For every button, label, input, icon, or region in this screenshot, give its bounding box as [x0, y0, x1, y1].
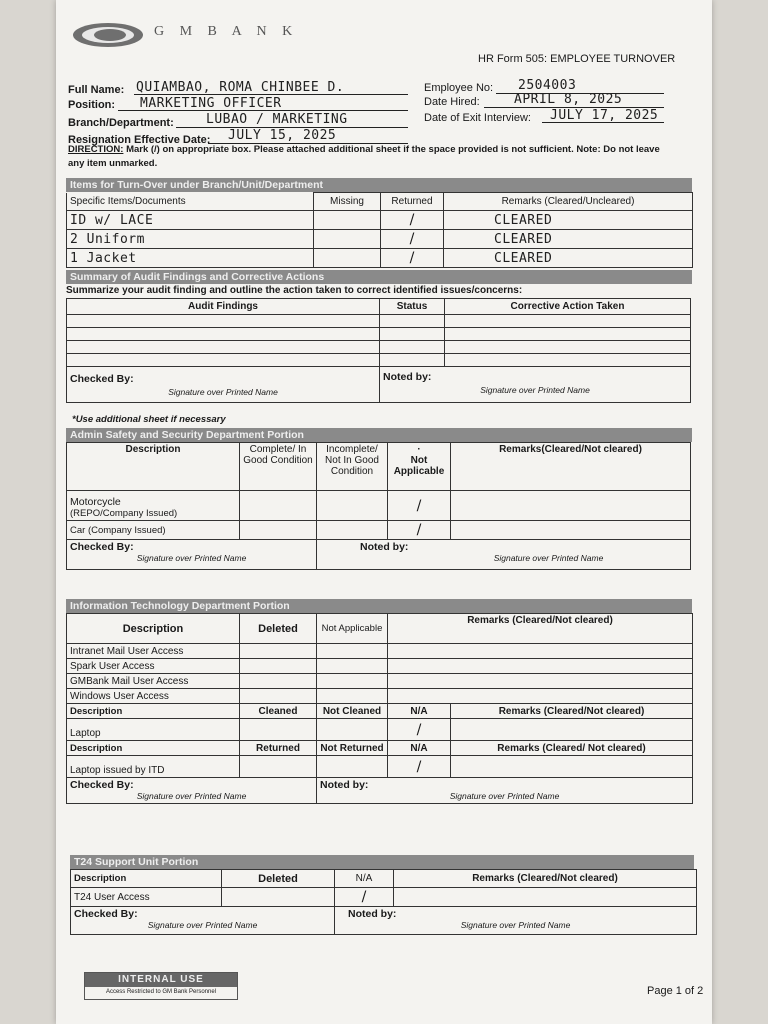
bank-logo	[72, 22, 144, 48]
table-row	[67, 230, 693, 249]
it-noted-sig-caption: Signature over Printed Name	[449, 791, 560, 801]
col-corrective-action: Corrective Action Taken	[445, 299, 691, 315]
col-remarks-laptop-itd: Remarks (Cleared/ Not cleared)	[451, 741, 693, 756]
audit-noted-sig-caption: Signature over Printed Name	[480, 385, 590, 395]
t24-table	[70, 869, 697, 935]
col-description: Description	[71, 870, 222, 888]
table-row	[67, 521, 691, 540]
admin-bar: Admin Safety and Security Department Portion	[66, 428, 692, 442]
position-label: Position:	[68, 99, 116, 111]
date-hired-value[interactable]: APRIL 8, 2025	[514, 92, 623, 107]
col-returned: Returned	[240, 741, 317, 756]
it-bar: Information Technology Department Portion	[66, 599, 692, 613]
motorcycle-label: Motorcycle	[70, 496, 121, 508]
emp-no-value[interactable]: 2504003	[518, 78, 577, 93]
bank-name: G M B A N K	[154, 24, 299, 39]
direction-text: Mark (/) on appropriate box. Please attached additional sheet if the space provided is not sufficient. Note: Do not leave any item unmarked.	[68, 144, 660, 169]
laptop-label: Laptop	[67, 719, 240, 741]
admin-checked-by: Checked By:	[70, 541, 134, 553]
table-row	[67, 491, 691, 521]
col-status: Status	[380, 299, 445, 315]
exit-interview-label: Date of Exit Interview:	[424, 112, 531, 124]
motorcycle-na-check[interactable]: /	[388, 491, 451, 521]
branch-value[interactable]: LUBAO / MARKETING	[206, 112, 348, 127]
col-remarks: Remarks (Cleared/Uncleared)	[501, 196, 635, 207]
col-missing: Missing	[314, 193, 381, 211]
t24-bar: T24 Support Unit Portion	[70, 855, 694, 869]
col-not-returned: Not Returned	[317, 741, 388, 756]
laptop-na-check[interactable]: /	[388, 719, 451, 741]
form-title: HR Form 505: EMPLOYEE TURNOVER	[478, 53, 676, 65]
col-na: N/A	[335, 870, 394, 888]
col-remarks: Remarks (Cleared/Not cleared)	[388, 614, 693, 644]
audit-checked-by: Checked By:	[70, 373, 134, 385]
laptop-desc-header: Description	[67, 704, 240, 719]
audit-note: *Use additional sheet if necessary	[72, 414, 226, 425]
col-not-cleaned: Not Cleaned	[317, 704, 388, 719]
audit-sig-caption: Signature over Printed Name	[168, 387, 278, 397]
col-items: Specific Items/Documents	[67, 193, 314, 211]
t24-noted-by: Noted by:	[348, 908, 397, 920]
branch-label: Branch/Department:	[68, 117, 174, 129]
internal-use-stamp	[84, 972, 238, 1000]
item-cell[interactable]: 2 Uniform	[67, 230, 314, 249]
col-not-applicable: Not Applicable	[393, 455, 445, 477]
col-cleaned: Cleaned	[240, 704, 317, 719]
stamp-title: INTERNAL USE	[85, 973, 237, 987]
exit-interview-value[interactable]: JULY 17, 2025	[550, 108, 659, 123]
col-na-dot: ·	[417, 444, 421, 455]
form-page	[56, 0, 712, 1024]
table-row	[67, 211, 693, 230]
remarks-cell[interactable]: CLEARED	[444, 249, 693, 268]
col-not-applicable: Not Applicable	[317, 614, 388, 644]
col-remarks: Remarks(Cleared/Not cleared)	[451, 443, 691, 491]
laptop-itd-label: Laptop issued by ITD	[67, 756, 240, 778]
admin-sig-caption: Signature over Printed Name	[136, 553, 247, 563]
page-number: Page 1 of 2	[647, 985, 704, 997]
laptop-itd-desc-header: Description	[67, 741, 240, 756]
it-noted-by: Noted by:	[320, 779, 369, 791]
it-row-gmbank-mail: GMBank Mail User Access	[67, 674, 240, 689]
col-description: Description	[67, 614, 240, 644]
admin-noted-by: Noted by:	[360, 541, 409, 553]
motorcycle-sublabel: (REPO/Company Issued)	[70, 508, 178, 519]
it-row-intranet: Intranet Mail User Access	[67, 644, 240, 659]
resignation-value[interactable]: JULY 15, 2025	[228, 128, 337, 143]
audit-bar: Summary of Audit Findings and Corrective Actions	[66, 270, 692, 284]
direction-label: DIRECTION:	[68, 144, 124, 155]
item-cell[interactable]: ID w/ LACE	[67, 211, 314, 230]
col-incomplete: Incomplete/ Not In Good Condition	[317, 443, 388, 491]
table-row	[67, 756, 693, 778]
full-name-label: Full Name:	[68, 84, 125, 96]
table-row	[67, 719, 693, 741]
it-sig-caption: Signature over Printed Name	[136, 791, 247, 801]
returned-check[interactable]: /	[381, 230, 444, 249]
col-deleted: Deleted	[222, 870, 335, 888]
resignation-label: Resignation Effective Date:	[68, 134, 211, 146]
it-checked-by: Checked By:	[70, 779, 134, 791]
col-returned: Returned	[381, 193, 444, 211]
audit-noted-by: Noted by:	[383, 371, 432, 383]
direction	[68, 143, 668, 171]
col-audit-findings: Audit Findings	[67, 299, 380, 315]
table-row	[67, 249, 693, 268]
col-remarks-laptop: Remarks (Cleared/Not cleared)	[451, 704, 693, 719]
remarks-cell[interactable]: CLEARED	[444, 211, 693, 230]
stamp-subtitle: Access Restricted to GM Bank Personnel	[105, 989, 217, 995]
turnover-bar: Items for Turn-Over under Branch/Unit/Department	[66, 178, 692, 192]
returned-check[interactable]: /	[381, 211, 444, 230]
t24-sig-caption: Signature over Printed Name	[147, 920, 258, 930]
returned-check[interactable]: /	[381, 249, 444, 268]
audit-table	[66, 298, 691, 403]
col-na: N/A	[388, 741, 451, 756]
table-row	[71, 888, 697, 907]
t24-na-check[interactable]: /	[335, 888, 394, 907]
t24-noted-sig-caption: Signature over Printed Name	[460, 920, 571, 930]
car-label: Car (Company Issued)	[67, 521, 240, 540]
full-name-value[interactable]: QUIAMBAO, ROMA CHINBEE D.	[136, 80, 345, 95]
col-na: N/A	[388, 704, 451, 719]
remarks-cell[interactable]: CLEARED	[444, 230, 693, 249]
col-complete: Complete/ In Good Condition	[240, 443, 317, 491]
col-remarks: Remarks (Cleared/Not cleared)	[394, 870, 697, 888]
item-cell[interactable]: 1 Jacket	[67, 249, 314, 268]
t24-user-access-label: T24 User Access	[71, 888, 222, 907]
admin-table	[66, 442, 691, 570]
emp-no-label: Employee No:	[424, 82, 494, 94]
t24-checked-by: Checked By:	[74, 908, 138, 920]
audit-instruction: Summarize your audit finding and outline the action taken to correct identified issues/concerns:	[66, 285, 523, 296]
admin-noted-sig-caption: Signature over Printed Name	[493, 553, 604, 563]
date-hired-label: Date Hired:	[424, 96, 480, 108]
col-description: Description	[67, 443, 240, 491]
laptop-itd-na-check[interactable]: /	[388, 756, 451, 778]
it-table	[66, 613, 693, 804]
car-na-check[interactable]: /	[388, 521, 451, 540]
it-row-spark: Spark User Access	[67, 659, 240, 674]
col-deleted: Deleted	[240, 614, 317, 644]
position-value[interactable]: MARKETING OFFICER	[140, 96, 282, 111]
turnover-table	[66, 192, 693, 268]
it-row-windows: Windows User Access	[67, 689, 240, 704]
